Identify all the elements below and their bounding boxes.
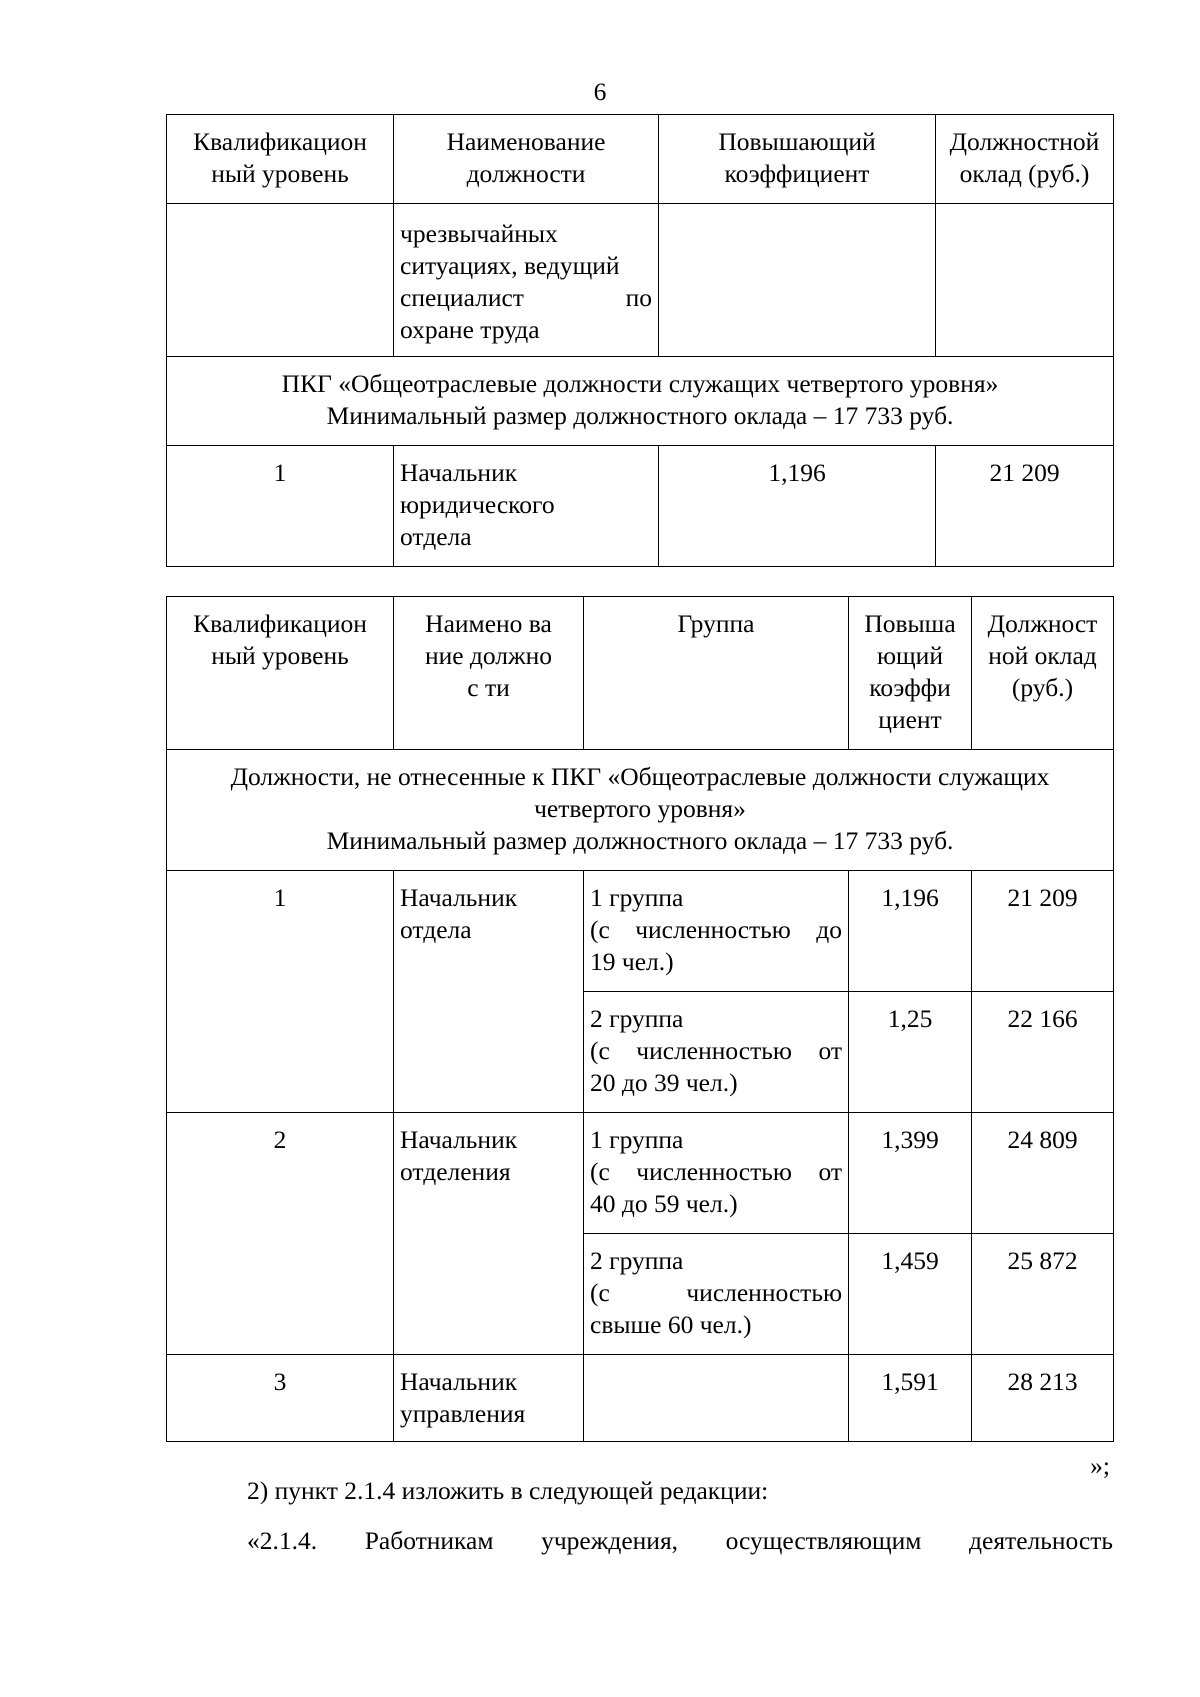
- cell-position: Начальник отделения: [400, 1125, 518, 1186]
- group-word: численностью: [686, 1278, 842, 1307]
- section-row: [167, 750, 1114, 871]
- cell-salary: 25 872: [1007, 1246, 1078, 1275]
- header-coefficient: Повыша ющий коэффи циент: [864, 609, 956, 734]
- section-row: [167, 357, 1114, 446]
- continuation-line: [400, 282, 652, 314]
- group-word: (с: [590, 1157, 610, 1186]
- group-line: 19 чел.): [590, 947, 674, 976]
- cell-position: Начальник управления: [400, 1367, 526, 1428]
- cell-salary: 24 809: [1007, 1125, 1078, 1154]
- group-word: (с: [590, 915, 610, 944]
- table-not-pkg-positions: [166, 596, 1114, 1442]
- page-number: 6: [593, 77, 607, 106]
- group-word: численностью: [636, 1036, 792, 1065]
- group-line: свыше 60 чел.): [590, 1310, 752, 1339]
- continuation-word: специалист: [400, 283, 524, 312]
- cell-coefficient: 1,196: [768, 458, 826, 487]
- cell-salary: 28 213: [1007, 1367, 1078, 1396]
- group-line: 2 группа: [590, 1246, 684, 1275]
- section-title: [167, 357, 1113, 432]
- continuation-text: [394, 204, 658, 346]
- continuation-word: по: [625, 283, 652, 312]
- cell-position: Начальник отдела: [400, 883, 518, 944]
- group-word: от: [818, 1157, 842, 1186]
- group-line: 40 до 59 чел.): [590, 1189, 738, 1218]
- cell-group: [584, 871, 848, 978]
- cell-salary: 21 209: [1007, 883, 1078, 912]
- closing-quote: »;: [1090, 1451, 1110, 1480]
- group-line: 2 группа: [590, 1004, 684, 1033]
- cell-salary: 22 166: [1007, 1004, 1078, 1033]
- cell-group: [584, 1234, 848, 1341]
- table-header-row: [167, 597, 1114, 750]
- header-position-name: Наименование должности: [446, 127, 606, 188]
- group-line: [590, 1035, 842, 1067]
- section-line: Минимальный размер должностного оклада – 17 733 руб.: [326, 401, 954, 430]
- continuation-line: охране труда: [400, 315, 540, 344]
- cell-salary: 21 209: [989, 458, 1060, 487]
- table-header-row: [167, 115, 1114, 204]
- table-row: [167, 446, 1114, 567]
- header-group: Группа: [677, 609, 755, 638]
- table-row: [167, 871, 1114, 992]
- group-word: (с: [590, 1036, 610, 1065]
- table-pkg-fourth-level: [166, 114, 1114, 567]
- group-word: до: [816, 915, 842, 944]
- cell-coefficient: 1,399: [881, 1125, 939, 1154]
- group-line: [590, 914, 842, 946]
- cell-level: 1: [273, 883, 287, 912]
- group-word: (с: [590, 1278, 610, 1307]
- section-line: Минимальный размер должностного оклада – 17 733 руб.: [326, 826, 954, 855]
- cell-position: Начальник юридического отдела: [400, 458, 555, 551]
- header-position-name: Наимено вание должнос ти: [424, 609, 553, 702]
- table-row: [167, 1355, 1114, 1442]
- paragraph-amendment: 2) пункт 2.1.4 изложить в следующей редакции:: [247, 1476, 769, 1505]
- section-line: четвертого уровня»: [534, 794, 746, 823]
- cell-group: [584, 992, 848, 1099]
- group-line: 20 до 39 чел.): [590, 1068, 738, 1097]
- cell-group: [584, 1355, 848, 1366]
- group-line: 1 группа: [590, 883, 684, 912]
- cell-level: 1: [273, 458, 287, 487]
- group-line: 1 группа: [590, 1125, 684, 1154]
- header-qualification-level: Квалификацион ный уровень: [193, 127, 367, 188]
- section-line: ПКГ «Общеотраслевые должности служащих четвертого уровня»: [281, 369, 999, 398]
- table-row: [167, 1113, 1114, 1234]
- group-word: численностью: [635, 915, 791, 944]
- cell-level: 2: [273, 1125, 287, 1154]
- continuation-line: ситуациях, ведущий: [400, 251, 620, 280]
- group-line: [590, 1156, 842, 1188]
- header-salary: Должност ной оклад (руб.): [987, 609, 1098, 702]
- group-line: [590, 1277, 842, 1309]
- cell-level: 3: [273, 1367, 287, 1396]
- cell-coefficient: 1,459: [881, 1246, 939, 1275]
- section-title: [167, 750, 1113, 857]
- cell-group: [584, 1113, 848, 1220]
- cell-coefficient: 1,25: [887, 1004, 933, 1033]
- group-word: от: [818, 1036, 842, 1065]
- header-salary: Должностной оклад (руб.): [949, 127, 1100, 188]
- section-line: Должности, не отнесенные к ПКГ «Общеотраслевые должности служащих: [230, 762, 1050, 791]
- header-coefficient: Повышающий коэффициент: [718, 127, 876, 188]
- table-row-continuation: [167, 204, 1114, 357]
- paragraph-clause: «2.1.4. Работникам учреждения, осуществляющим деятельность: [247, 1526, 1113, 1555]
- header-qualification-level: Квалификацион ный уровень: [193, 609, 367, 670]
- cell-coefficient: 1,196: [881, 883, 939, 912]
- cell-coefficient: 1,591: [881, 1367, 939, 1396]
- group-word: численностью: [636, 1157, 792, 1186]
- continuation-line: чрезвычайных: [400, 219, 558, 248]
